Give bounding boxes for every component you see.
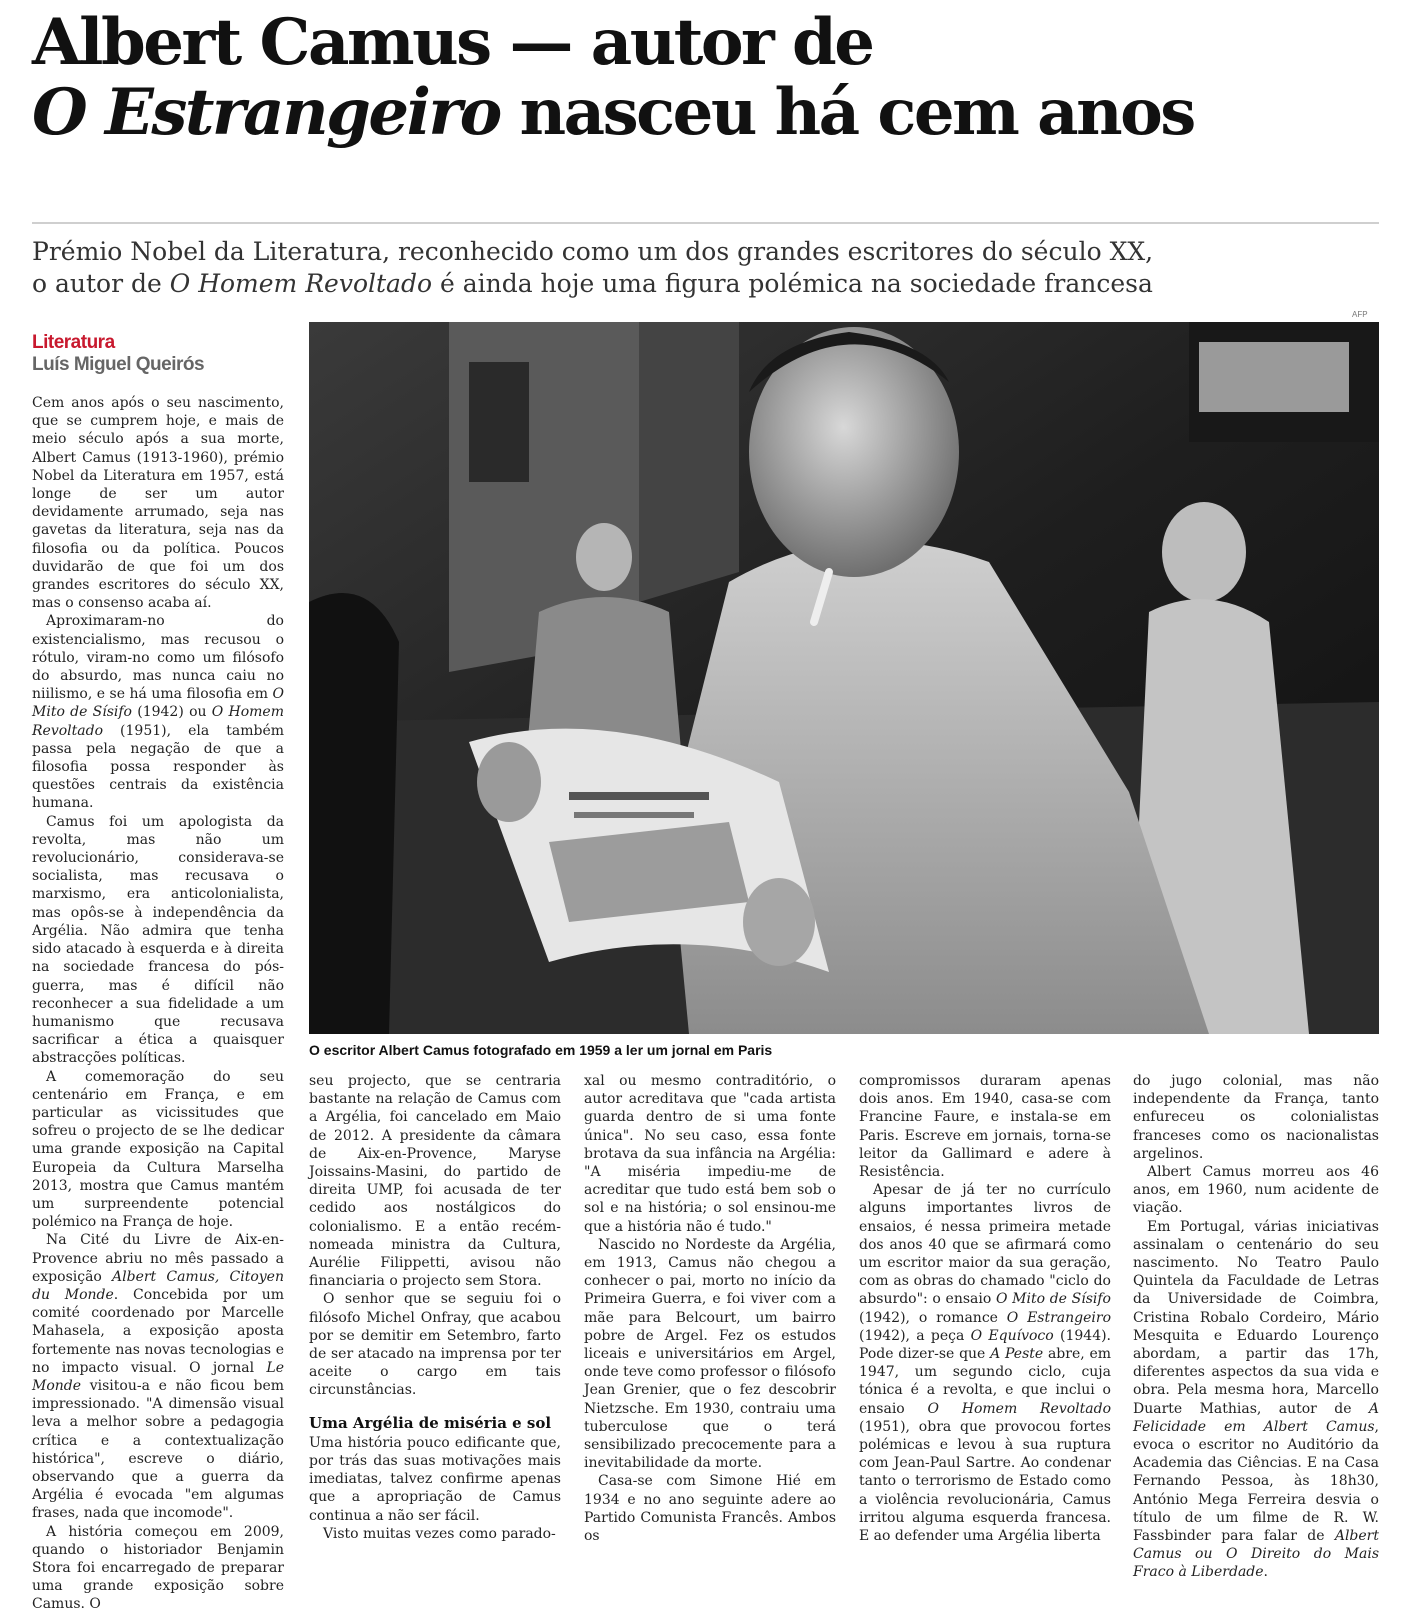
article-photo — [309, 322, 1379, 1034]
paragraph: A história começou em 2009, quando o historiador Benjamin Stora foi encarregado de preparar uma grande exposição sobre Camus. O — [32, 1523, 284, 1613]
headline-book-title: O Estrangeiro — [32, 75, 500, 150]
paragraph — [32, 612, 284, 812]
paragraph: xal ou mesmo contraditório, o autor acreditava que "cada artista guarda dentro de si uma fonte única". No seu caso, essa fonte brotava da sua infância na Argélia: "A miséria impediu-me de acreditar que tudo está bem sob o sol e na história; o sol ensinou-me que a história não é tudo." — [584, 1073, 836, 1235]
paragraph: compromissos duraram apenas dois anos. Em 1940, casa-se com Francine Faure, e instala-se em Paris. Escreve em jornais, torna-se leitor da Gallimard e adere à Resistência. — [859, 1073, 1111, 1181]
paragraph: Casa-se com Simone Hié em 1934 e no ano seguinte adere ao Partido Comunista Francês. Ambos os — [584, 1473, 836, 1545]
text: abre, em 1947, um segundo ciclo, cuja tónica é a revolta, e que inclui o ensaio — [859, 1346, 1112, 1417]
text: Aproximaram-no do existencialismo, mas recusou o rótulo, viram-no como um filósofo do absurdo, mas nunca caiu no niilismo, e se há uma filosofia em — [32, 613, 284, 703]
article-column-4 — [859, 1072, 1111, 1592]
text: Na Cité du Livre de Aix-en-Provence abriu no mês passado a exposição — [32, 1232, 284, 1285]
book-title: O Estrangeiro — [1006, 1309, 1112, 1326]
book-title: A Peste — [990, 1346, 1044, 1363]
book-title: A Felicidade em Albert Camus — [1133, 1400, 1379, 1435]
book-title: Albert Camus ou O Direito do Mais Fraco à Liberdade — [1133, 1528, 1379, 1581]
paragraph: Camus foi um apologista da revolta, mas não um revolucionário, considerava-se socialista, mas recusava o marxismo, era anticolonialista, mas opôs-se à independência da Argélia. Não admira que tenha sido atacado à esquerda e à direita na sociedade francesa do pós-guerra, mas é difícil não reconhecer a sua fidelidade a um humanismo que recusava sacrificar a ética a quaisquer abstracções políticas. — [32, 813, 284, 1067]
article-column-3 — [584, 1072, 836, 1592]
standfirst-line-2 — [32, 268, 1377, 300]
newspaper-name: Le Monde — [32, 1359, 284, 1394]
text: (1944). Pode dizer-se que — [859, 1327, 1112, 1363]
standfirst — [32, 236, 1377, 300]
text: . — [1263, 1564, 1268, 1581]
text: (1942) ou — [131, 704, 212, 721]
photo-illustration — [309, 322, 1379, 1034]
headline-line-2 — [32, 75, 1372, 150]
headline-line-1: Albert Camus — autor de — [32, 5, 873, 80]
book-title: O Mito de Sísifo — [995, 1291, 1111, 1308]
author-byline: Luís Miguel Queirós — [32, 354, 205, 375]
exhibition-title: Albert Camus, Citoyen du Monde — [32, 1268, 284, 1303]
paragraph — [1133, 1218, 1379, 1582]
standfirst-text-end: é ainda hoje uma figura polémica na sociedade francesa — [432, 269, 1153, 298]
text: Em Portugal, várias iniciativas assinalam o centenário do seu nascimento. No Teatro Paulo Quintela da Faculdade de Letras da Universidade de Coimbra, Cristina Robalo Cordeiro, Mário Mesquita e Eduardo Lourenço abordam, a partir das 17h, diferentes aspectos da sua vida e obra. Pela mesma hora, Marcello Duarte Mathias, autor de — [1133, 1218, 1379, 1417]
paragraph: Nascido no Nordeste da Argélia, em 1913, Camus não chegou a conhecer o pai, morto no início da Primeira Guerra, e foi viver com a mãe para Belcourt, um bairro pobre de Argel. Fez os estudos liceais e universitários em Argel, onde teve como professor o filósofo Jean Grenier, que o fez descobrir Nietzsche. Em 1930, contraiu uma tuberculose que o terá sensibilizado precocemente para a inevitabilidade da morte. — [584, 1236, 836, 1472]
headline-divider — [32, 222, 1379, 224]
book-title: O Equívoco — [970, 1327, 1054, 1344]
text: . Concebida por um comité coordenado por Marcelle Mahasela, a exposição aposta fortemente nas novas tecnologias e no impacto visual. O jornal — [32, 1286, 284, 1376]
text: (1951), ela também passa pela negação de que a filosofia possa responder às questões centrais da existência humana. — [32, 722, 284, 812]
standfirst-text: o autor de — [32, 269, 170, 298]
photo-credit: AFP — [1352, 310, 1368, 319]
headline — [32, 5, 1372, 150]
paragraph: seu projecto, que se centraria bastante na relação de Camus com a Argélia, foi cancelado em Maio de 2012. A presidente da câmara de Aix-en-Provence, Maryse Joissains-Masini, do partido de direita UMP, foi acusada de ter cedido aos nostálgicos do colonialismo. E a então recém-nomeada ministra da Cultura, Aurélie Filippetti, avisou não financiaria o projecto sem Stora. — [309, 1073, 561, 1290]
photo-caption: O escritor Albert Camus fotografado em 1959 a ler um jornal em Paris — [309, 1042, 773, 1058]
text: (1942), a peça — [859, 1327, 971, 1344]
paragraph: A comemoração do seu centenário em França, e em particular as vicissitudes que sofreu o projecto de se lhe dedicar uma grande exposição na Capital Europeia da Cultura Marselha 2013, mostra que Camus mantém um surpreendente potencial polémico na França de hoje. — [32, 1068, 284, 1231]
subheading: Uma Argélia de miséria e sol — [309, 1413, 552, 1432]
book-title: O Homem Revoltado — [927, 1400, 1111, 1417]
text: visitou-a e não ficou bem impressionado. "A dimensão visual leva a melhor sobre a pedagogia crítica e a contextualização histórica", escreve o diário, observando que a guerra da Argélia é evocada "em algumas frases, nada que incomode". — [32, 1377, 284, 1522]
article-column-2 — [309, 1072, 561, 1592]
text: (1951), obra que provocou fortes polémicas e levou à sua ruptura com Jean-Paul Sartre. Ao condenar tanto o terrorismo de Estado como a violência revolucionária, Camus irritou alguma esquerda francesa. E ao defender uma Argélia liberta — [859, 1418, 1111, 1545]
paragraph: O senhor que se seguiu foi o filósofo Michel Onfray, que acabou por se demitir em Setembro, farto de ser atacado na imprensa por ter aceite o cargo em tais circunstâncias. — [309, 1291, 561, 1399]
book-title: O Mito de Sísifo — [32, 686, 284, 721]
text: Apesar de já ter no currículo alguns importantes livros de ensaios, é nessa primeira metade dos anos 40 que se afirmará como um escritor maior da sua geração, com as obras do chamado "ciclo do absurdo": o ensaio — [859, 1182, 1111, 1308]
article-column-1 — [32, 394, 284, 1613]
standfirst-book-title: O Homem Revoltado — [169, 269, 432, 298]
standfirst-line-1: Prémio Nobel da Literatura, reconhecido como um dos grandes escritores do século XX, — [32, 237, 1154, 266]
paragraph: Albert Camus morreu aos 46 anos, em 1960, num acidente de viação. — [1133, 1164, 1379, 1217]
text: (1942), o romance — [859, 1309, 1007, 1326]
paragraph: Uma história pouco edificante que, por trás das suas motivações mais imediatas, talvez confirme apenas que a apropriação de Camus continua a não ser fácil. — [309, 1434, 561, 1524]
section-label: Literatura — [32, 332, 115, 353]
paragraph — [859, 1181, 1111, 1545]
article-column-5 — [1133, 1072, 1379, 1592]
paragraph: Cem anos após o seu nascimento, que se cumprem hoje, e mais de meio século após a sua morte, Albert Camus (1913-1960), prémio Nobel da Literatura em 1957, está longe de ser um autor devidamente arrumado, seja nas gavetas da literatura, seja nas da filosofia ou da política. Poucos duvidarão de que foi um dos grandes escritores do século XX, mas o consenso acaba aí. — [32, 395, 284, 612]
book-title: O Homem Revoltado — [32, 704, 284, 739]
headline-line-2-rest: nasceu há cem anos — [499, 75, 1194, 150]
paragraph: do jugo colonial, mas não independente da França, tanto enfureceu os colonialistas franceses como os nacionalistas argelinos. — [1133, 1073, 1379, 1162]
text: , evoca o escritor no Auditório da Academia das Ciências. E na Casa Fernando Pessoa, às 18h30, António Mega Ferreira desvia o título de um filme de R. W. Fassbinder para falar de — [1133, 1418, 1379, 1545]
paragraph: Visto muitas vezes como parado- — [323, 1525, 556, 1542]
paragraph — [32, 1231, 284, 1522]
